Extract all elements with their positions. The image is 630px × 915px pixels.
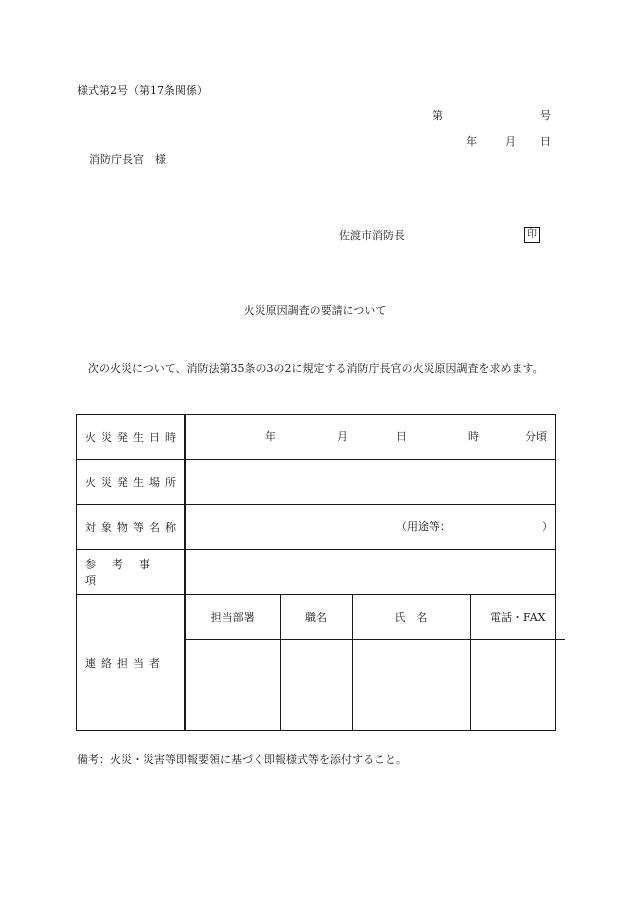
- col-phone-fax: 電話・FAX: [470, 595, 565, 640]
- label-fire-location: 火災発生場所: [77, 460, 186, 505]
- row-fire-datetime: [77, 415, 556, 460]
- field-position[interactable]: [280, 640, 352, 731]
- use-close: ）: [542, 520, 553, 533]
- date-month: 月: [505, 135, 516, 148]
- contact-grid: [186, 595, 565, 730]
- field-department[interactable]: [186, 640, 280, 731]
- datetime-day: 日: [396, 430, 407, 443]
- field-fire-datetime[interactable]: [185, 415, 556, 460]
- datetime-hour: 時: [468, 430, 479, 443]
- datetime-year: 年: [265, 430, 276, 443]
- field-reference[interactable]: [185, 550, 556, 595]
- document-number-prefix: 第: [432, 109, 443, 122]
- request-form-table: [76, 414, 556, 731]
- addressee: 消防庁長官 様: [89, 153, 166, 166]
- datetime-month: 月: [337, 430, 348, 443]
- col-position: 職名: [280, 595, 352, 640]
- contact-entry-row: [186, 640, 565, 731]
- page-title: 火災原因調査の要請について: [243, 304, 387, 317]
- document-number-suffix: 号: [540, 109, 551, 122]
- form-number: 様式第2号（第17条関係）: [77, 84, 208, 97]
- row-target-name: [77, 505, 556, 550]
- seal-icon: 印: [524, 227, 540, 243]
- field-name[interactable]: [352, 640, 470, 731]
- date-year: 年: [466, 135, 477, 148]
- date-day: 日: [540, 135, 551, 148]
- col-department: 担当部署: [186, 595, 280, 640]
- sender: 佐渡市消防長: [339, 229, 405, 242]
- request-body: 次の火災について、消防法第35条の3の2に規定する消防庁長官の火災原因調査を求めます。: [88, 362, 544, 375]
- row-contact: [77, 595, 556, 731]
- use-open: （用途等：: [396, 520, 451, 533]
- label-fire-datetime: 火災発生日時: [77, 415, 186, 460]
- label-reference: 参考事項: [77, 550, 186, 595]
- field-target-name[interactable]: [185, 505, 556, 550]
- datetime-minute: 分頃: [525, 430, 547, 443]
- label-target-name: 対象物等名称: [77, 505, 186, 550]
- field-fire-location[interactable]: [185, 460, 556, 505]
- field-phone-fax[interactable]: [470, 640, 565, 731]
- row-fire-location: [77, 460, 556, 505]
- contact-grid-cell: [185, 595, 556, 731]
- label-contact: 連絡担当者: [77, 595, 186, 731]
- col-name: 氏 名: [352, 595, 470, 640]
- row-reference: [77, 550, 556, 595]
- remarks-note: 備考：火災・災害等即報要領に基づく即報様式等を添付すること。: [77, 753, 407, 766]
- contact-header-row: [186, 595, 565, 640]
